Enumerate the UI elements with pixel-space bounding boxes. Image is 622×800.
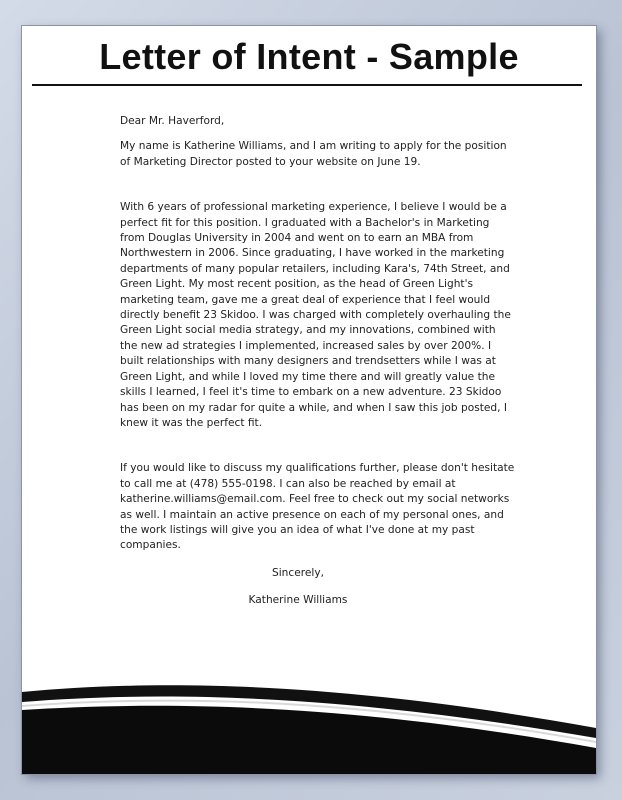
closing: Sincerely, bbox=[272, 566, 324, 579]
paragraph-contact: If you would like to discuss my qualifications further, please don't hesitate to call me at (478) 555-0198. I can also be reached by email at katherine.williams@email.com. Feel free to check out my social networks as well. I maintain an active presence on each of my personal ones, and the work listings will give you an idea of what I've done at my past companies. bbox=[120, 462, 515, 552]
letter-page bbox=[22, 26, 596, 774]
paragraph-experience: With 6 years of professional marketing experience, I believe I would be a perfect fit for this position. I graduated with a Bachelor's in Marketing from Douglas University in 2004 and went on to earn an MBA from Northwestern in 2006. Since graduating, I have worked in the marketing departments of many popular retailers, including Kara's, 74th Street, and Green Light. My most recent position, as the head of Green Light's marketing team, gave me a great deal of experience that I feel would directly benefit 23 Skidoo. I was charged with completely overhauling the Green Light social media strategy, and my innovations, combined with the new ad strategies I implemented, increased sales by over 200%. I built relationships with many designers and trendsetters while I was at Green Light, and while I loved my time there and will greatly value the skills I learned, I feel it's time to embark on a new adventure. 23 Skidoo has been on my radar for quite a while, and when I saw this job posted, I knew it was the perfect fit. bbox=[120, 201, 511, 429]
paragraph-intro: My name is Katherine Williams, and I am writing to apply for the position of Marketing Director posted to your website on June 19. bbox=[120, 140, 507, 168]
page-title: Letter of Intent - Sample bbox=[99, 36, 519, 77]
footer-swoosh-decoration bbox=[22, 676, 596, 774]
salutation: Dear Mr. Haverford, bbox=[120, 115, 225, 127]
signature: Katherine Williams bbox=[248, 594, 348, 607]
letter-body bbox=[120, 114, 516, 609]
title-divider bbox=[32, 84, 582, 86]
